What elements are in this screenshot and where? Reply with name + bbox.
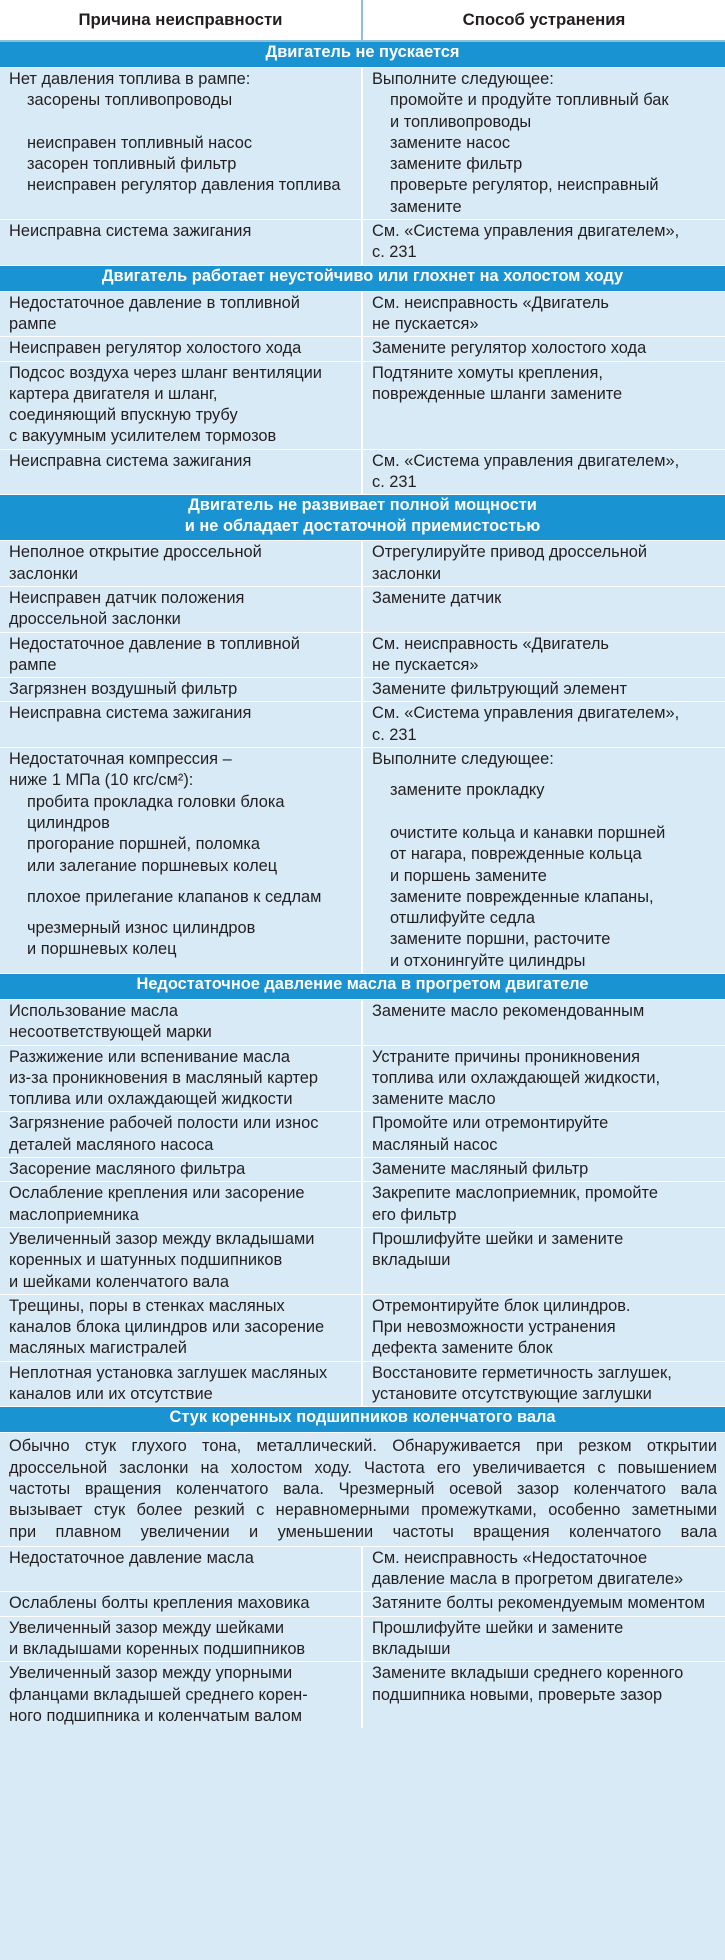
remedy-line: Закрепите маслоприемник, промойте: [372, 1184, 658, 1203]
cause-line: фланцами вкладышей среднего корен-: [9, 1685, 308, 1704]
remedy-line: Замените вкладыши среднего коренного: [372, 1664, 684, 1683]
table-row: [0, 1112, 725, 1158]
note-line: дроссельной заслонки на холостом ходу. Частота его увеличивается с повышением: [9, 1458, 717, 1477]
cause-line: и вкладышами коренных подшипников: [9, 1640, 306, 1658]
cause-line: Ослабление крепления или засорение: [9, 1184, 305, 1203]
remedy-line: отшлифуйте седла: [390, 909, 535, 928]
section-title: Двигатель работает неустойчиво или глохнет на холостом ходу: [0, 265, 725, 291]
remedy-cell: [362, 68, 725, 220]
remedy-line: замените поврежденные клапаны,: [390, 887, 654, 906]
cause-line: из-за проникновения в масляный картер: [9, 1068, 319, 1087]
cause-line: и шейками коленчатого вала: [9, 1272, 229, 1291]
remedy-cell: [362, 1045, 725, 1112]
remedy-line: и отхонингуйте цилиндры: [390, 951, 586, 970]
remedy-line: Восстановите герметичность заглушек,: [372, 1363, 672, 1382]
remedy-line: от нагара, поврежденные кольца: [390, 845, 642, 864]
remedy-cell: [362, 449, 725, 495]
cause-line: Разжижение или вспенивание масла: [9, 1047, 291, 1066]
table-row: [0, 68, 725, 220]
cause-line: рампе: [9, 314, 57, 333]
cause-line: Трещины, поры в стенках масляных: [9, 1296, 285, 1315]
cause-line: каналов блока цилиндров или засорение: [9, 1318, 325, 1337]
section-heading: [0, 1407, 725, 1433]
cause-line: Неисправна система зажигания: [9, 451, 252, 470]
cause-cell: [0, 586, 362, 632]
remedy-cell: [362, 1112, 725, 1158]
cause-line: несоответствующей марки: [9, 1023, 212, 1042]
remedy-cell: [362, 678, 725, 702]
cause-line: Ослаблены болты крепления маховика: [9, 1594, 310, 1613]
remedy-cell: [362, 999, 725, 1045]
remedy-line: Замените регулятор холостого хода: [372, 339, 647, 358]
remedy-line: Выполните следующее:: [372, 750, 554, 769]
table-row: [0, 1182, 725, 1228]
remedy-line: Отрегулируйте привод дроссельной: [372, 543, 648, 562]
remedy-line: его фильтр: [372, 1205, 457, 1224]
remedy-cell: [362, 632, 725, 678]
section-title: Стук коренных подшипников коленчатого вала: [0, 1407, 725, 1433]
header-remedy: Способ устранения: [362, 0, 725, 41]
remedy-line: Выполните следующее:: [372, 70, 554, 88]
remedy-line: замените масло: [372, 1090, 496, 1109]
cause-line: ного подшипника и коленчатым валом: [9, 1706, 302, 1725]
remedy-line: замените фильтр: [390, 155, 523, 174]
cause-cell: [0, 1294, 362, 1361]
table-row: [0, 1433, 725, 1546]
cause-cell: [0, 291, 362, 337]
table-row: [0, 702, 725, 748]
remedy-line: с. 231: [372, 243, 417, 262]
table-row: [0, 586, 725, 632]
cause-line: Неполное открытие дроссельной: [9, 543, 262, 562]
cause-cell: [0, 1182, 362, 1228]
cause-cell: [0, 1662, 362, 1728]
table-row: [0, 1546, 725, 1592]
remedy-line: подшипника новыми, проверьте зазор: [372, 1685, 663, 1704]
cause-line: рампе: [9, 655, 57, 674]
remedy-line: См. неисправность «Двигатель: [372, 634, 609, 653]
remedy-cell: [362, 586, 725, 632]
section-heading: [0, 495, 725, 541]
cause-cell: [0, 748, 362, 974]
table-row: [0, 748, 725, 974]
table-row: [0, 541, 725, 587]
table-row: [0, 1294, 725, 1361]
section-title-line: и не обладает достаточной приемистостью: [184, 517, 541, 536]
remedy-line: Замените масло рекомендованным: [372, 1001, 645, 1020]
cause-line: и поршневых колец: [27, 940, 177, 959]
remedy-line: Затяните болты рекомендуемым моментом: [372, 1594, 706, 1613]
remedy-cell: [362, 1158, 725, 1182]
remedy-line: Прошлифуйте шейки и замените: [372, 1618, 624, 1637]
cause-line: неисправен регулятор давления топлива: [27, 176, 341, 195]
cause-line: каналов или их отсутствие: [9, 1385, 213, 1404]
remedy-cell: [362, 291, 725, 337]
remedy-line: установите отсутствующие заглушки: [372, 1385, 652, 1404]
section-title: Недостаточное давление масла в прогретом двигателе: [0, 973, 725, 999]
remedy-line: с. 231: [372, 725, 417, 744]
remedy-cell: [362, 1592, 725, 1616]
cause-line: соединяющий впускную трубу: [9, 406, 238, 425]
cause-line: Нет давления топлива в рампе:: [9, 70, 251, 88]
cause-line: Увеличенный зазор между вкладышами: [9, 1229, 315, 1248]
remedy-cell: [362, 1662, 725, 1728]
remedy-line: и поршень замените: [390, 866, 547, 885]
cause-line: деталей масляного насоса: [9, 1135, 214, 1154]
section-heading: [0, 41, 725, 68]
note-line: вызывает стук более резкий с неравномерными промежутками, особенно заметными: [9, 1501, 717, 1520]
cause-line: с вакуумным усилителем тормозов: [9, 427, 277, 446]
cause-line: Неисправен регулятор холостого хода: [9, 339, 302, 358]
section-heading: [0, 973, 725, 999]
cause-line: Загрязнение рабочей полости или износ: [9, 1114, 319, 1133]
remedy-line: При невозможности устранения: [372, 1318, 616, 1337]
cause-line: Недостаточное давление масла: [9, 1548, 254, 1567]
cause-line: Использование масла: [9, 1001, 178, 1020]
cause-cell: [0, 1546, 362, 1592]
cause-cell: [0, 68, 362, 220]
remedy-cell: [362, 1227, 725, 1294]
cause-cell: [0, 361, 362, 449]
remedy-line: давление масла в прогретом двигателе»: [372, 1570, 684, 1589]
note-line: Обычно стук глухого тона, металлический. Обнаруживается при резком открытии: [9, 1437, 717, 1456]
cause-cell: [0, 999, 362, 1045]
table-row: [0, 1662, 725, 1728]
cause-cell: [0, 337, 362, 361]
cause-line: картера двигателя и шланг,: [9, 384, 218, 403]
cause-cell: [0, 449, 362, 495]
cause-cell: [0, 632, 362, 678]
remedy-line: очистите кольца и канавки поршней: [390, 823, 666, 842]
remedy-line: См. «Система управления двигателем»,: [372, 704, 680, 723]
cause-line: Загрязнен воздушный фильтр: [9, 680, 238, 699]
remedy-cell: [362, 1546, 725, 1592]
remedy-line: с. 231: [372, 473, 417, 492]
table-row: [0, 1361, 725, 1407]
remedy-line: дефекта замените блок: [372, 1339, 553, 1358]
remedy-cell: [362, 748, 725, 974]
remedy-line: Замените датчик: [372, 588, 502, 607]
cause-cell: [0, 678, 362, 702]
cause-line: коренных и шатунных подшипников: [9, 1251, 283, 1270]
cause-line: Увеличенный зазор между упорными: [9, 1664, 293, 1683]
remedy-line: замените поршни, расточите: [390, 930, 611, 949]
cause-line: масляных магистралей: [9, 1339, 187, 1358]
remedy-line: замените: [390, 197, 462, 216]
cause-cell: [0, 1227, 362, 1294]
cause-line: засорен топливный фильтр: [27, 155, 237, 174]
remedy-line: проверьте регулятор, неисправный: [390, 176, 659, 195]
remedy-line: Промойте или отремонтируйте: [372, 1114, 609, 1133]
remedy-line: См. «Система управления двигателем»,: [372, 222, 680, 241]
table-row: [0, 632, 725, 678]
remedy-line: См. неисправность «Двигатель: [372, 293, 609, 312]
remedy-cell: [362, 702, 725, 748]
remedy-line: поврежденные шланги замените: [372, 384, 623, 403]
header-cause: Причина неисправности: [0, 0, 362, 41]
cause-cell: [0, 1045, 362, 1112]
remedy-line: не пускается»: [372, 655, 479, 674]
cause-line: топлива или охлаждающей жидкости: [9, 1090, 293, 1109]
remedy-line: и топливопроводы: [390, 112, 532, 131]
section-heading: [0, 265, 725, 291]
cause-line: Неисправен датчик положения: [9, 588, 245, 607]
table-row: [0, 1158, 725, 1182]
cause-line: Недостаточное давление в топливной: [9, 634, 300, 653]
remedy-cell: [362, 1361, 725, 1407]
note-line: частоты вращения коленчатого вала. Чрезмерный осевой зазор коленчатого вала: [9, 1479, 717, 1498]
cause-line: маслоприемника: [9, 1205, 139, 1224]
table-row: [0, 361, 725, 449]
table-row: [0, 1592, 725, 1616]
remedy-line: вкладыши: [372, 1251, 451, 1270]
table-row: [0, 678, 725, 702]
remedy-line: не пускается»: [372, 314, 479, 333]
remedy-cell: [362, 1182, 725, 1228]
cause-line: Недостаточная компрессия –: [9, 750, 232, 769]
cause-cell: [0, 1112, 362, 1158]
cause-line: Неплотная установка заглушек масляных: [9, 1363, 328, 1382]
remedy-line: См. «Система управления двигателем»,: [372, 451, 680, 470]
remedy-line: Отремонтируйте блок цилиндров.: [372, 1296, 631, 1315]
note-line: при плавном увеличении и уменьшении частоты вращения коленчатого вала: [9, 1522, 717, 1541]
remedy-line: масляный насос: [372, 1135, 498, 1154]
table-row: [0, 1227, 725, 1294]
remedy-line: промойте и продуйте топливный бак: [390, 91, 669, 110]
section-title: Двигатель не пускается: [0, 41, 725, 68]
cause-line: чрезмерный износ цилиндров: [27, 919, 256, 938]
cause-cell: [0, 541, 362, 587]
remedy-line: Замените масляный фильтр: [372, 1160, 589, 1179]
cause-line: Неисправна система зажигания: [9, 704, 252, 723]
table-row: [0, 449, 725, 495]
remedy-cell: [362, 361, 725, 449]
remedy-cell: [362, 220, 725, 266]
cause-cell: [0, 1361, 362, 1407]
cause-line: прогорание поршней, поломка: [27, 835, 261, 854]
remedy-line: Устраните причины проникновения: [372, 1047, 641, 1066]
cause-line: или залегание поршневых колец: [27, 856, 278, 875]
remedy-line: Подтяните хомуты крепления,: [372, 363, 603, 382]
remedy-line: Прошлифуйте шейки и замените: [372, 1229, 624, 1248]
cause-cell: [0, 1592, 362, 1616]
cause-cell: [0, 702, 362, 748]
note-cell: [0, 1433, 725, 1546]
remedy-line: См. неисправность «Недостаточное: [372, 1548, 648, 1567]
cause-line: Засорение масляного фильтра: [9, 1160, 246, 1179]
cause-line: неисправен топливный насос: [27, 133, 253, 152]
remedy-cell: [362, 1616, 725, 1662]
remedy-line: заслонки: [372, 564, 442, 583]
table-row: [0, 999, 725, 1045]
remedy-cell: [362, 1294, 725, 1361]
remedy-line: вкладыши: [372, 1640, 451, 1658]
remedy-line: замените прокладку: [390, 781, 545, 800]
cause-line: засорены топливопроводы: [27, 91, 233, 110]
cause-line: ниже 1 МПа (10 кгс/см²):: [9, 771, 194, 790]
cause-line: пробита прокладка головки блока: [27, 792, 285, 811]
cause-line: плохое прилегание клапанов к седлам: [27, 887, 322, 906]
table-row: [0, 1616, 725, 1662]
table-row: [0, 220, 725, 266]
table-row: [0, 337, 725, 361]
remedy-line: топлива или охлаждающей жидкости,: [372, 1068, 661, 1087]
remedy-cell: [362, 337, 725, 361]
table-header: [0, 0, 725, 41]
cause-line: Увеличенный зазор между шейками: [9, 1618, 285, 1637]
cause-line: цилиндров: [27, 813, 110, 832]
cause-line: дроссельной заслонки: [9, 610, 181, 629]
cause-cell: [0, 1158, 362, 1182]
section-title: [0, 495, 725, 541]
cause-line: Неисправна система зажигания: [9, 222, 252, 241]
section-title-line: Двигатель не развивает полной мощности: [188, 496, 537, 515]
cause-line: заслонки: [9, 564, 79, 583]
cause-line: Подсос воздуха через шланг вентиляции: [9, 363, 322, 382]
table-row: [0, 291, 725, 337]
cause-cell: [0, 220, 362, 266]
table-row: [0, 1045, 725, 1112]
cause-cell: [0, 1616, 362, 1662]
cause-line: Недостаточное давление в топливной: [9, 293, 300, 312]
remedy-cell: [362, 541, 725, 587]
remedy-line: Замените фильтрующий элемент: [372, 680, 627, 699]
remedy-line: замените насос: [390, 133, 511, 152]
